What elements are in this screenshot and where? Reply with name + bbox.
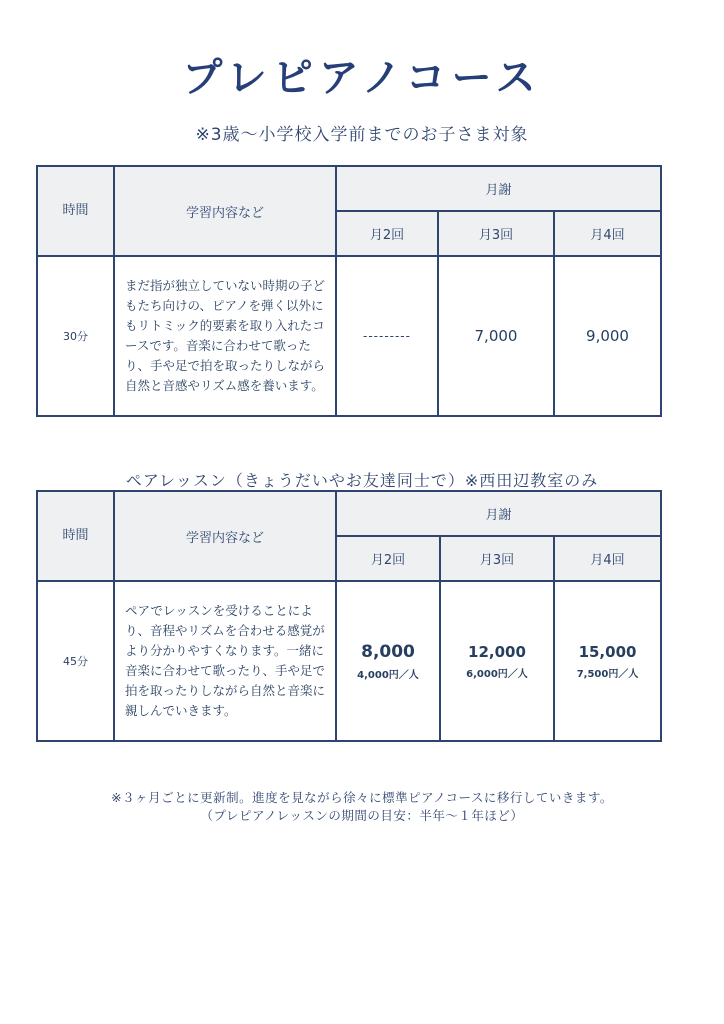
fee-3-per-person: 6,000円／人 [466,668,528,680]
header-3-per-month: 月3回 [438,211,554,256]
fee-2-total: 8,000 [361,641,415,662]
solo-lesson-fee-table [36,165,662,417]
pair-lesson-fee-table [36,490,662,742]
lesson-description: ペアでレッスンを受けることにより、音程やリズムを合わせる感覚がより分かりやすくなります。一緒に音楽に合わせて歌ったり、手や足で拍を取ったりしながら自然と音楽に親しんでいきます。 [114,581,336,741]
fee-2-per-month [336,581,440,741]
target-age-note: ※3歳〜小学校入学前までのお子さま対象 [195,125,529,145]
header-content: 学習内容など [114,166,336,256]
header-2-per-month: 月2回 [336,211,438,256]
fee-4-total: 15,000 [578,642,637,661]
fee-4-per-month: 9,000 [554,256,661,416]
table-row [37,581,661,741]
header-fee: 月謝 [336,166,661,211]
pair-lesson-title: ペアレッスン（きょうだいやお友達同士で）※西田辺教室のみ [125,471,599,490]
table-row [37,256,661,416]
header-2-per-month: 月2回 [336,536,440,581]
lesson-description: まだ指が独立していない時期の子どもたち向けの、ピアノを弾く以外にもリトミック的要素を取り入れたコースです。音楽に合わせて歌ったり、手や足で拍を取ったりしながら自然と音感やリズム感を養います。 [114,256,336,416]
fee-2-per-person: 4,000円／人 [357,669,419,681]
renewal-footnote: ※３ヶ月ごとに更新制。進度を見ながら徐々に標準ピアノコースに移行していきます。 [111,790,613,805]
header-3-per-month: 月3回 [440,536,554,581]
header-time: 時間 [37,491,114,581]
header-content: 学習内容など [114,491,336,581]
header-fee: 月謝 [336,491,661,536]
duration-footnote: （プレピアノレッスンの期間の目安：半年〜１年ほど） [200,808,524,823]
header-time: 時間 [37,166,114,256]
lesson-duration: 30分 [37,256,114,416]
lesson-duration: 45分 [37,581,114,741]
page-title: プレピアノコース [182,55,542,101]
fee-4-per-person: 7,500円／人 [576,668,639,680]
fee-3-per-month [440,581,554,741]
header-4-per-month: 月4回 [554,536,661,581]
fee-3-per-month: 7,000 [438,256,554,416]
fee-3-total: 12,000 [468,642,526,661]
header-4-per-month: 月4回 [554,211,661,256]
fee-2-per-month: --------- [336,256,438,416]
fee-4-per-month [554,581,661,741]
